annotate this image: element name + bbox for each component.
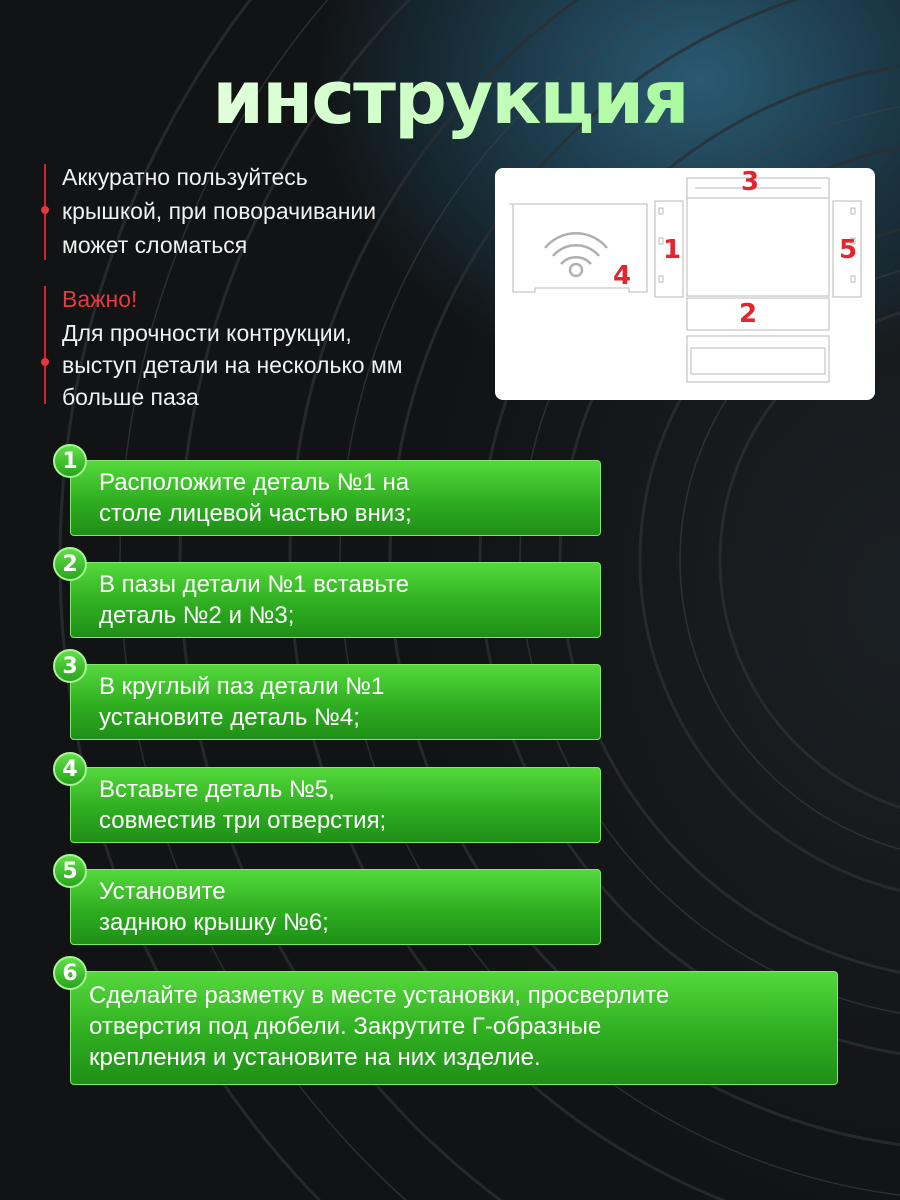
important-label: Важно! bbox=[62, 286, 138, 312]
step-text bbox=[99, 671, 384, 733]
part-label-2: 2 bbox=[739, 299, 758, 329]
step-number-badge: 6 bbox=[53, 956, 87, 990]
step-card-2 bbox=[70, 562, 601, 638]
step-text bbox=[99, 467, 412, 529]
step-card-5 bbox=[70, 869, 601, 945]
step-card-6 bbox=[70, 971, 838, 1085]
part-label-5: 5 bbox=[839, 235, 858, 265]
step-number-badge: 2 bbox=[53, 547, 87, 581]
step-line: Расположите деталь №1 на bbox=[99, 469, 410, 496]
step-text bbox=[89, 980, 669, 1073]
step-number-badge: 1 bbox=[53, 444, 87, 478]
warning-line: может сломаться bbox=[62, 232, 248, 258]
important-line: выступ детали на несколько мм bbox=[62, 352, 403, 378]
step-line: деталь №2 и №3; bbox=[99, 602, 295, 629]
part-label-3: 3 bbox=[741, 168, 760, 197]
note-divider bbox=[44, 286, 46, 404]
step-line: заднюю крышку №6; bbox=[99, 909, 329, 936]
step-line: В пазы детали №1 вставьте bbox=[99, 571, 410, 598]
wifi-icon bbox=[545, 233, 607, 276]
step-card-4 bbox=[70, 767, 601, 843]
step-line: В круглый паз детали №1 bbox=[99, 673, 385, 700]
part-center-shape bbox=[687, 198, 829, 296]
step-line: Установите bbox=[99, 878, 226, 905]
parts-diagram bbox=[495, 168, 875, 400]
step-line: установите деталь №4; bbox=[99, 704, 360, 731]
step-line: Вставьте деталь №5, bbox=[99, 776, 335, 803]
part-label-4: 4 bbox=[613, 261, 632, 291]
part-label-1: 1 bbox=[663, 235, 682, 265]
important-line: Для прочности контрукции, bbox=[62, 320, 352, 346]
part-2-shape bbox=[687, 298, 829, 330]
page-title: инструкция bbox=[0, 55, 900, 141]
step-card-1 bbox=[70, 460, 601, 536]
step-line: совместив три отверстия; bbox=[99, 807, 387, 834]
step-number-badge: 3 bbox=[53, 649, 87, 683]
step-card-3 bbox=[70, 664, 601, 740]
warning-line: крышкой, при поворачивании bbox=[62, 198, 377, 224]
part-6-shape bbox=[687, 336, 829, 382]
step-line: столе лицевой частью вниз; bbox=[99, 500, 412, 527]
step-line: отверстия под дюбели. Закрутите Г-образные bbox=[89, 1013, 602, 1040]
step-text bbox=[99, 774, 386, 836]
step-line: крепления и установите на них изделие. bbox=[89, 1044, 541, 1071]
step-number-badge: 5 bbox=[53, 854, 87, 888]
note-bullet bbox=[41, 206, 49, 214]
step-text bbox=[99, 569, 409, 631]
warning-line: Аккуратно пользуйтесь bbox=[62, 164, 308, 190]
step-number-badge: 4 bbox=[53, 752, 87, 786]
step-text bbox=[99, 876, 329, 938]
note-bullet bbox=[41, 358, 49, 366]
important-line: больше паза bbox=[62, 384, 199, 410]
step-line: Сделайте разметку в месте установки, просверлите bbox=[89, 982, 670, 1009]
